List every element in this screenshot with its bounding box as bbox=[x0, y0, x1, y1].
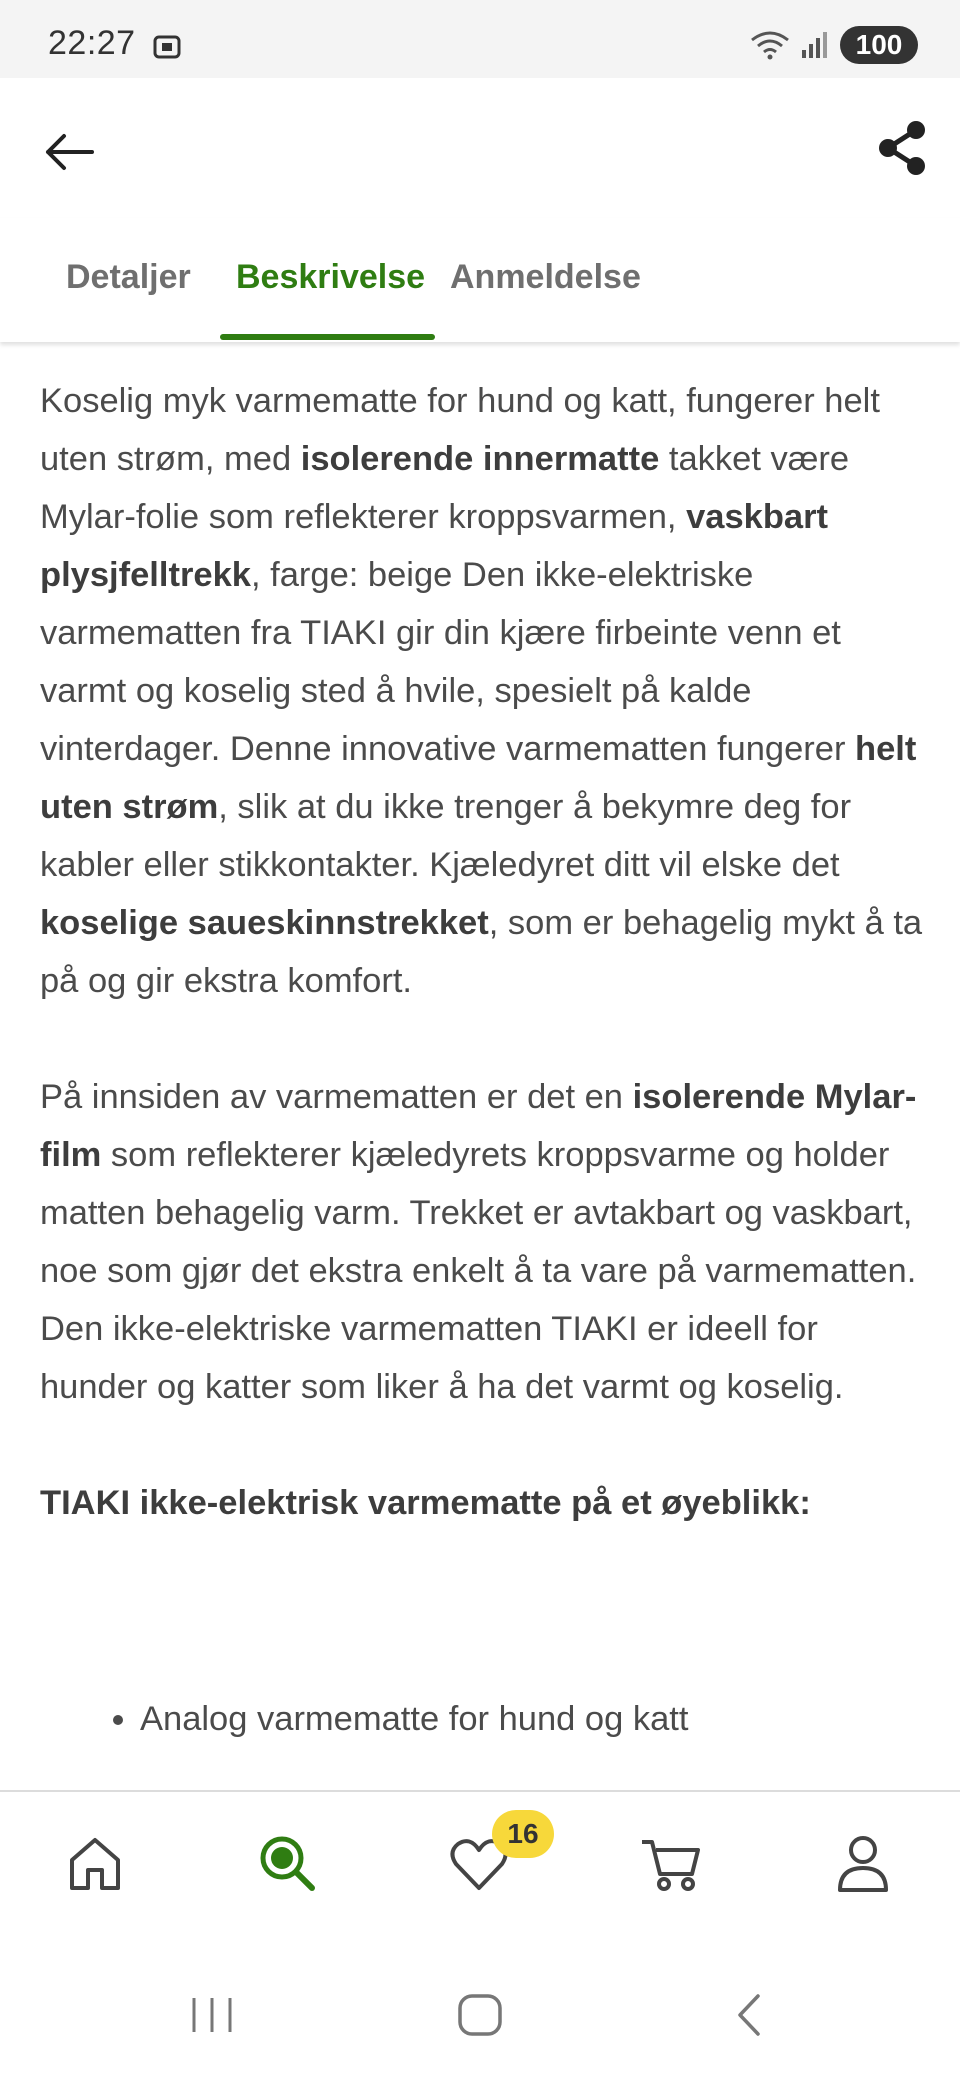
tab-beskrivelse[interactable]: Beskrivelse bbox=[236, 258, 426, 296]
description-content bbox=[40, 372, 930, 1532]
active-tab-indicator bbox=[220, 334, 435, 340]
description-paragraph-2 bbox=[40, 1068, 930, 1416]
wifi-icon bbox=[750, 30, 790, 60]
text-run: , som er behagelig mykt å ta på og gir ekstra komfort. bbox=[40, 904, 923, 1000]
cart-icon[interactable] bbox=[636, 1828, 706, 1898]
recent-apps-icon[interactable] bbox=[184, 1990, 240, 2040]
bold-run: koselige saueskinnstrekket bbox=[40, 904, 489, 942]
status-time: 22:27 bbox=[48, 24, 136, 62]
system-nav bbox=[0, 1940, 960, 2080]
text-run: som reflekterer kjæledyrets kroppsvarme og holder matten behagelig varm. Trekket er avtakbart og vaskbart, noe som gjør det ekstra enkelt å ta vare på varmematten. Den ikke-elektriske varmematten TIAKI er ideell for hunder og katter som liker å ha det varmt og koselig. bbox=[40, 1136, 917, 1406]
text-run: Koselig myk varmematte for hund og katt, fungerer helt uten strøm, med bbox=[40, 382, 880, 478]
bold-run: isolerende innermatte bbox=[300, 440, 660, 478]
bottom-nav bbox=[0, 1790, 960, 1942]
battery-icon: 100 bbox=[840, 26, 918, 64]
feature-list bbox=[40, 1690, 930, 1748]
bold-run: helt uten strøm bbox=[40, 730, 917, 826]
share-icon[interactable] bbox=[874, 120, 930, 176]
app-bar bbox=[0, 78, 960, 218]
home-icon[interactable] bbox=[60, 1828, 130, 1898]
tab-bar bbox=[0, 218, 960, 342]
arrow-left-icon[interactable] bbox=[40, 124, 100, 180]
status-icons bbox=[750, 26, 918, 64]
text-run: takket være Mylar-folie som reflekterer kroppsvarmen, bbox=[40, 440, 850, 536]
description-heading bbox=[40, 1474, 930, 1532]
tab-anmeldelse[interactable]: Anmeldelse bbox=[450, 258, 641, 296]
list-item: • Analog varmematte for hund og katt bbox=[140, 1690, 930, 1748]
heading-text: TIAKI ikke-elektrisk varmematte på et øyeblikk: bbox=[40, 1484, 811, 1522]
home-button-icon[interactable] bbox=[452, 1990, 508, 2040]
status-bar bbox=[0, 0, 960, 78]
bold-run: vaskbart plysjfelltrekk bbox=[40, 498, 829, 594]
screenshot-icon bbox=[152, 32, 182, 62]
user-icon[interactable] bbox=[828, 1828, 898, 1898]
description-paragraph-1 bbox=[40, 372, 930, 1010]
search-icon[interactable] bbox=[252, 1828, 322, 1898]
back-nav-icon[interactable] bbox=[722, 1990, 778, 2040]
signal-icon bbox=[800, 30, 830, 60]
text-run: , farge: beige Den ikke-elektriske varmematten fra TIAKI gir din kjære firbeinte venn et varmt og koselig sted å hvile, spesielt på kalde vinterdager. Denne innovative varmematten fungerer bbox=[40, 556, 856, 768]
text-run: , slik at du ikke trenger å bekymre deg for kabler eller stikkontakter. Kjæledyret ditt vil elske det bbox=[40, 788, 852, 884]
favorites-badge: 16 bbox=[492, 1810, 554, 1858]
text-run: På innsiden av varmematten er det en bbox=[40, 1078, 633, 1116]
tab-detaljer[interactable]: Detaljer bbox=[66, 258, 191, 296]
bold-run: isolerende Mylar-film bbox=[40, 1078, 917, 1174]
